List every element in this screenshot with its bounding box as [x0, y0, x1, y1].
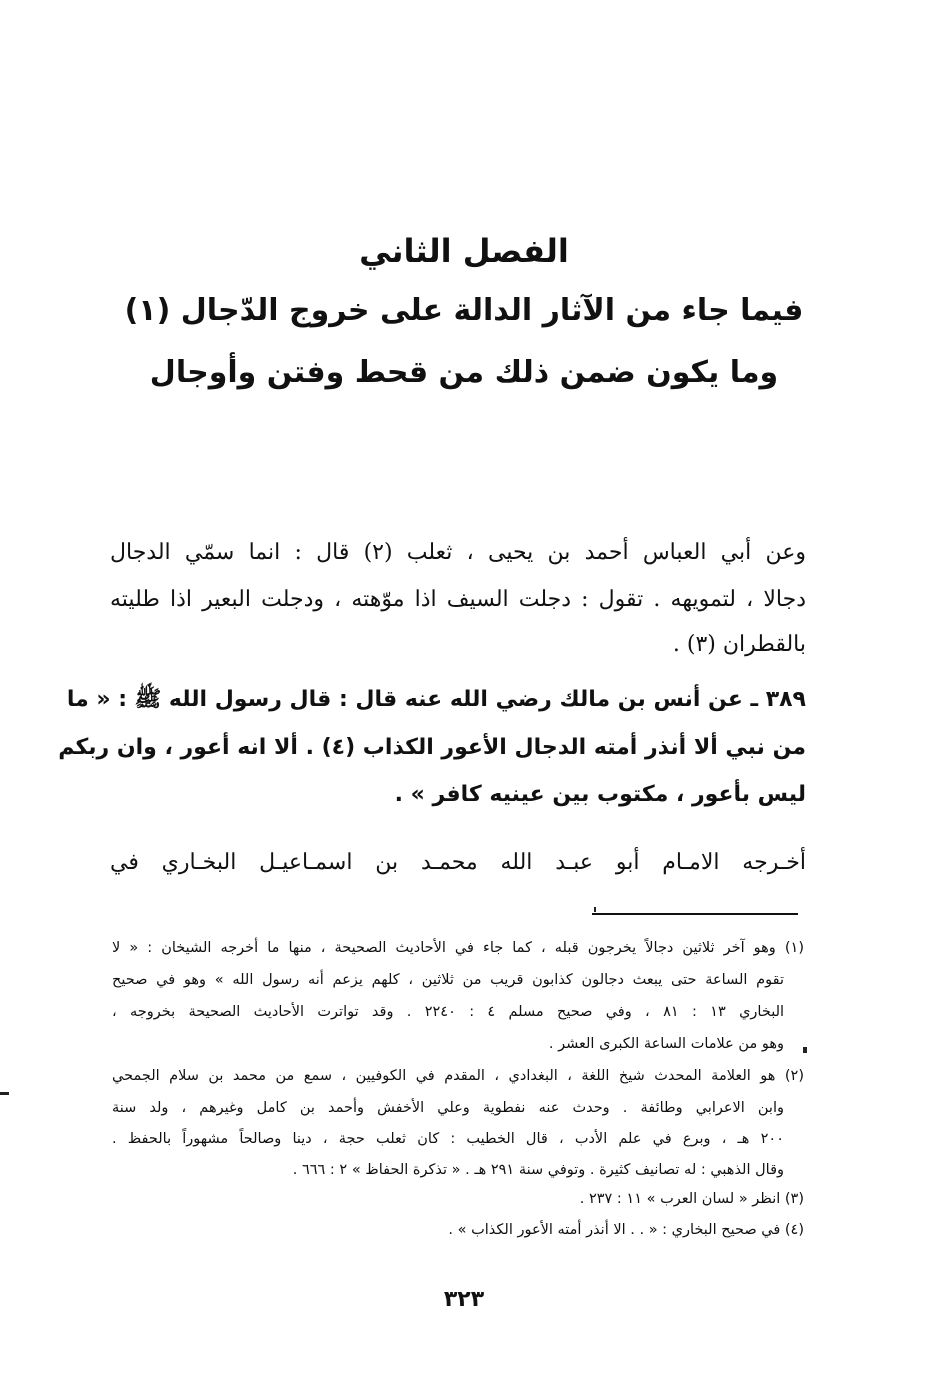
footnote-1-line-1: (١) وهو آخر ثلاثين دجالاً يخرجون قبله ، كما جاء في الأحاديث الصحيحة ، منها ما أخرجه الشيخان : « لا [112, 940, 804, 956]
footnote-1-line-2: تقوم الساعة حتى يبعث دجالون كذابون قريب من ثلاثين ، كلهم يزعم أنه رسول الله » وهو في صحيح [112, 972, 784, 988]
chapter-subtitle-line-2: وما يكون ضمن ذلك من قحط وفتن وأوجال [149, 355, 779, 390]
footnote-3: (٣) انظر « لسان العرب » ١١ : ٢٣٧ . [579, 1191, 804, 1207]
hadith-389-line-3: ليس بأعور ، مكتوب بين عينيه كافر » . [394, 782, 806, 807]
page-number: ٣٢٣ [443, 1287, 485, 1312]
footnote-2-line-1: (٢) هو العلامة المحدث شيخ اللغة ، البغدادي ، المقدم في الكوفيين ، سمع من محمد بن سلام الجمحي [112, 1068, 804, 1084]
hadith-389-line-2: من نبي ألا أنذر أمته الدجال الأعور الكذاب (٤) . ألا انه أعور ، وان ربكم [58, 735, 806, 760]
footnote-4: (٤) في صحيح البخاري : « . . الا أنذر أمته الأعور الكذاب » . [448, 1222, 804, 1238]
paragraph-3-line-1: أخـرجه الامـام أبو عبـد الله محمـد بن اسمـاعيـل البخـاري في [110, 850, 806, 875]
print-speck [803, 1047, 807, 1053]
paragraph-1-line-3: بالقطران (٣) . [672, 632, 806, 657]
paragraph-1-line-1: وعن أبي العباس أحمد بن يحيى ، ثعلب (٢) قال : انما سمّي الدجال [110, 540, 806, 565]
footnote-2-line-3: ٢٠٠ هـ ، وبرع في علم الأدب ، قال الخطيب : كان ثعلب حجة ، دينا وصالحاً مشهوراً بالحفظ . [112, 1131, 784, 1147]
footnote-2-line-2: وابن الاعرابي وطائفة . وحدث عنه نفطوية وعلي الأخفش وأحمد بن كامل وغيرهم ، ولد سنة [112, 1100, 784, 1116]
paragraph-1-line-2: دجالا ، لتمويهه . تقول : دجلت السيف اذا موّهته ، ودجلت البعير اذا طليته [110, 587, 806, 612]
chapter-title: الفصل الثاني [359, 232, 569, 270]
footnote-2-line-4: وقال الذهبي : له تصانيف كثيرة . وتوفي سنة ٢٩١ هـ . « تذكرة الحفاظ » ٢ : ٦٦٦ . [292, 1162, 784, 1178]
chapter-subtitle-line-1: فيما جاء من الآثار الدالة على خروج الدّجال (١) [124, 293, 804, 328]
footnote-1-line-4: وهو من علامات الساعة الكبرى العشر . [548, 1036, 784, 1052]
footnote-1-line-3: البخاري ١٣ : ٨١ ، وفي صحيح مسلم ٤ : ٢٢٤٠ . وقد تواترت الأحاديث الصحيحة بخروجه ، [112, 1004, 785, 1020]
print-speck [594, 907, 596, 912]
print-speck [0, 1092, 9, 1095]
hadith-389-line-1: ٣٨٩ ـ عن أنس بن مالك رضي الله عنه قال : قال رسول الله ﷺ : « ما [66, 687, 806, 712]
footnote-separator [592, 913, 798, 915]
